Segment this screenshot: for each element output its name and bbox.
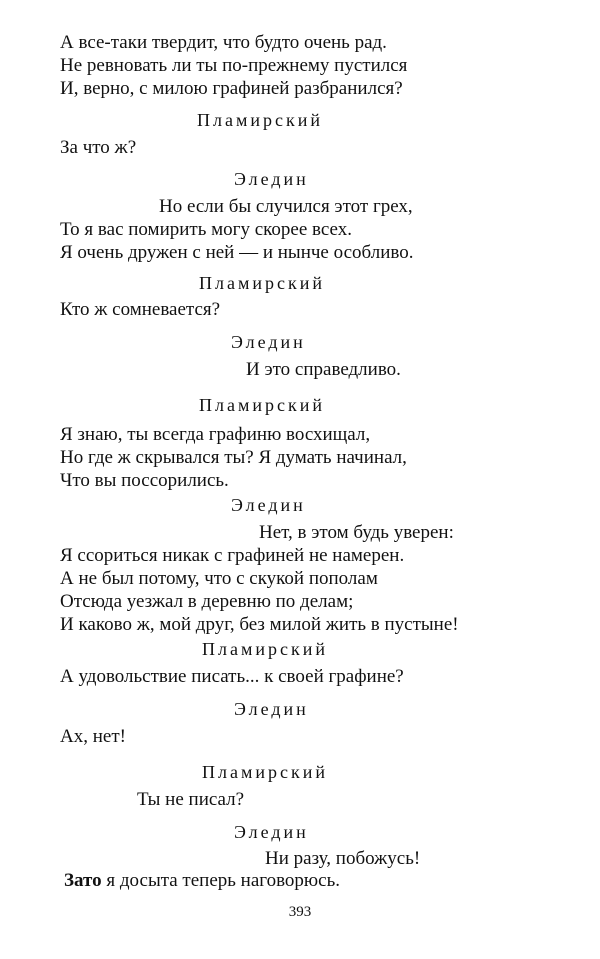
bold-word: Зато (64, 870, 102, 891)
speaker-name: Пламирский (199, 273, 325, 293)
verse-line: Я очень дружен с ней — и нынче особливо. (60, 242, 414, 263)
verse-line: Что вы поссорились. (60, 470, 229, 491)
verse-line: Не ревновать ли ты по-прежнему пустился (60, 55, 408, 76)
verse-line: Но если бы случился этот грех, (159, 196, 413, 217)
verse-line: Ни разу, побожусь! (265, 848, 421, 869)
verse-line: Нет, в этом будь уверен: (259, 522, 454, 543)
verse-line: А удовольствие писать... к своей графине? (60, 666, 404, 687)
speaker-name: Пламирский (197, 110, 323, 130)
verse-line: Кто ж сомневается? (60, 299, 221, 320)
verse-line: За что ж? (60, 137, 137, 158)
verse-line: Я ссориться никак с графиней не намерен. (60, 545, 405, 566)
verse-line: И каково ж, мой друг, без милой жить в пустыне! (60, 614, 459, 635)
speaker-name: Пламирский (199, 395, 325, 415)
verse-line: Я знаю, ты всегда графиню восхищал, (60, 424, 371, 445)
verse-line: Ах, нет! (60, 726, 126, 747)
verse-line: Ты не писал? (137, 789, 245, 810)
page-number: 393 (288, 904, 312, 920)
verse-line: И это справедливо. (246, 359, 401, 380)
speaker-name: Пламирский (202, 762, 328, 782)
verse-line: И, верно, с милою графиней разбранился? (60, 78, 403, 99)
verse-line: А не был потому, что с скукой пополам (60, 568, 378, 589)
speaker-name: Пламирский (202, 639, 328, 659)
speaker-name: Эледин (234, 822, 309, 842)
verse-line: А все-таки твердит, что будто очень рад. (60, 32, 387, 53)
verse-line (64, 869, 340, 893)
line-rest: я досыта теперь наговорюсь. (101, 870, 340, 891)
verse-line: Отсюда уезжал в деревню по делам; (60, 591, 354, 612)
speaker-name: Эледин (231, 495, 306, 515)
speaker-name: Эледин (231, 332, 306, 352)
verse-line: То я вас помирить могу скорее всех. (60, 219, 352, 240)
verse-line: Но где ж скрывался ты? Я думать начинал, (60, 447, 407, 468)
speaker-name: Эледин (234, 699, 309, 719)
speaker-name: Эледин (234, 169, 309, 189)
